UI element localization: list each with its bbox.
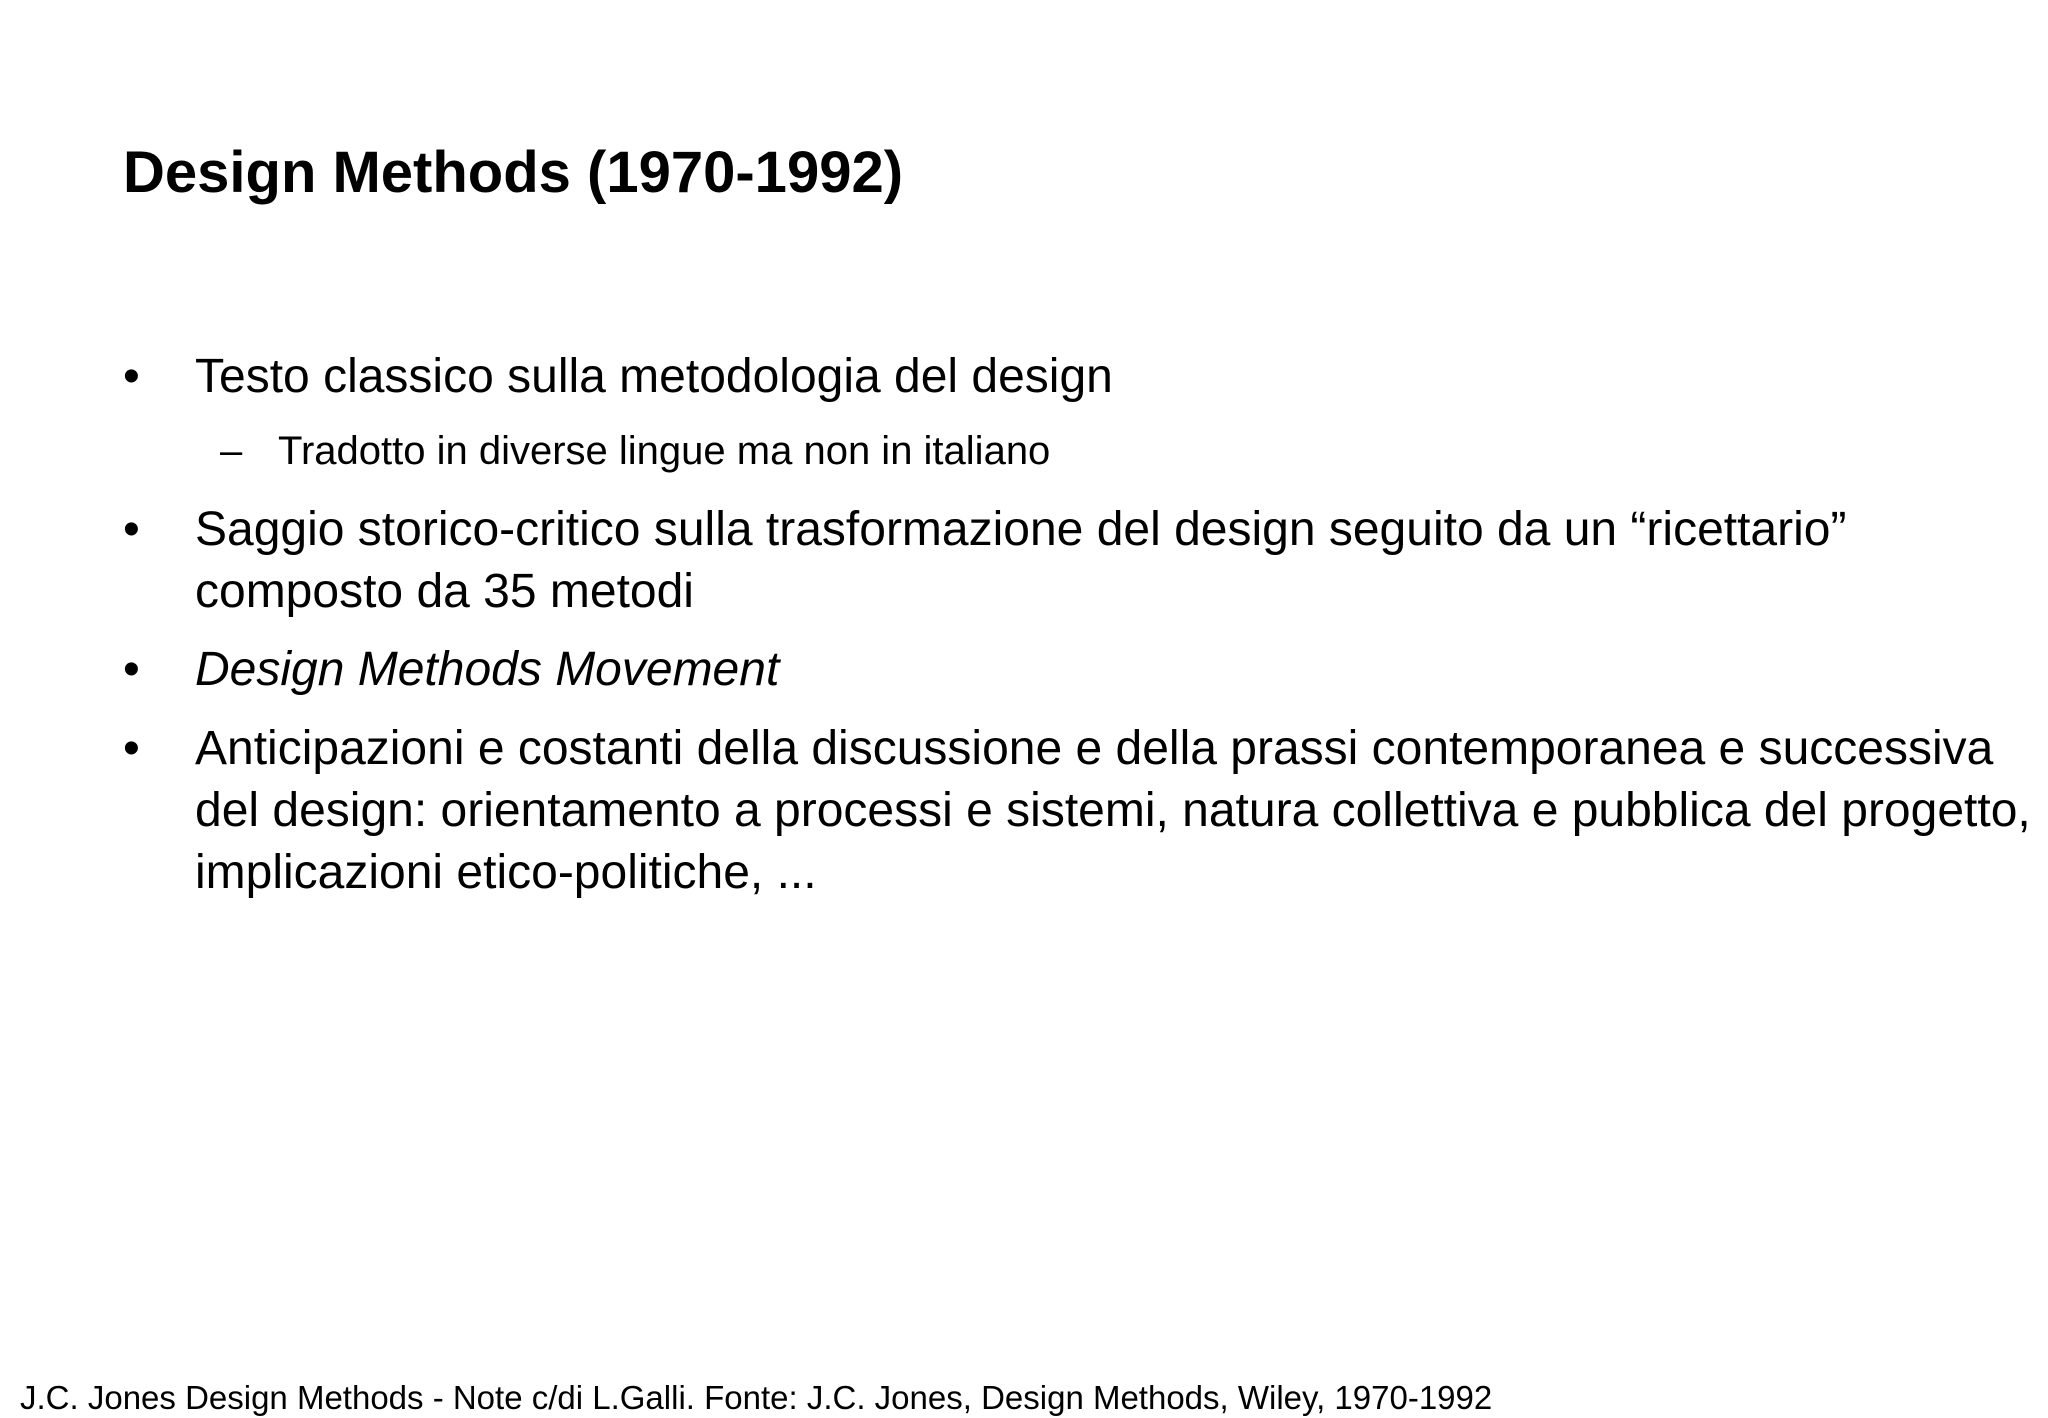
bullet-item-text: Testo classico sulla metodologia del design	[195, 350, 1113, 403]
bullet-item-4	[123, 718, 2031, 904]
bullet-icon: •	[123, 643, 140, 696]
bullet-item-text: Design Methods Movement	[195, 643, 780, 696]
bullet-item-2	[123, 499, 2003, 623]
bullet-item-text: Anticipazioni e costanti della discussione e della prassi contemporanea e successiva del design: orientamento a processi e sistemi, natura collettiva e pubblica del progetto, implicazioni etico-politiche, ...	[195, 722, 2031, 899]
bullet-item-1	[123, 346, 2003, 408]
sub-item-1	[220, 425, 2000, 477]
bullet-icon: •	[123, 350, 140, 403]
slide-footer: J.C. Jones Design Methods - Note c/di L.Galli. Fonte: J.C. Jones, Design Methods, Wiley, 1970-1992	[20, 1379, 1493, 1416]
slide-title: Design Methods (1970-1992)	[123, 140, 904, 205]
bullet-item-3	[123, 639, 2003, 701]
bullet-icon: •	[123, 503, 140, 556]
sub-item-text: Tradotto in diverse lingue ma non in italiano	[278, 429, 1051, 473]
bullet-icon: •	[123, 722, 140, 775]
bullet-item-text: Saggio storico-critico sulla trasformazione del design seguito da un “ricettario” composto da 35 metodi	[195, 503, 1847, 618]
dash-icon: –	[220, 429, 243, 473]
